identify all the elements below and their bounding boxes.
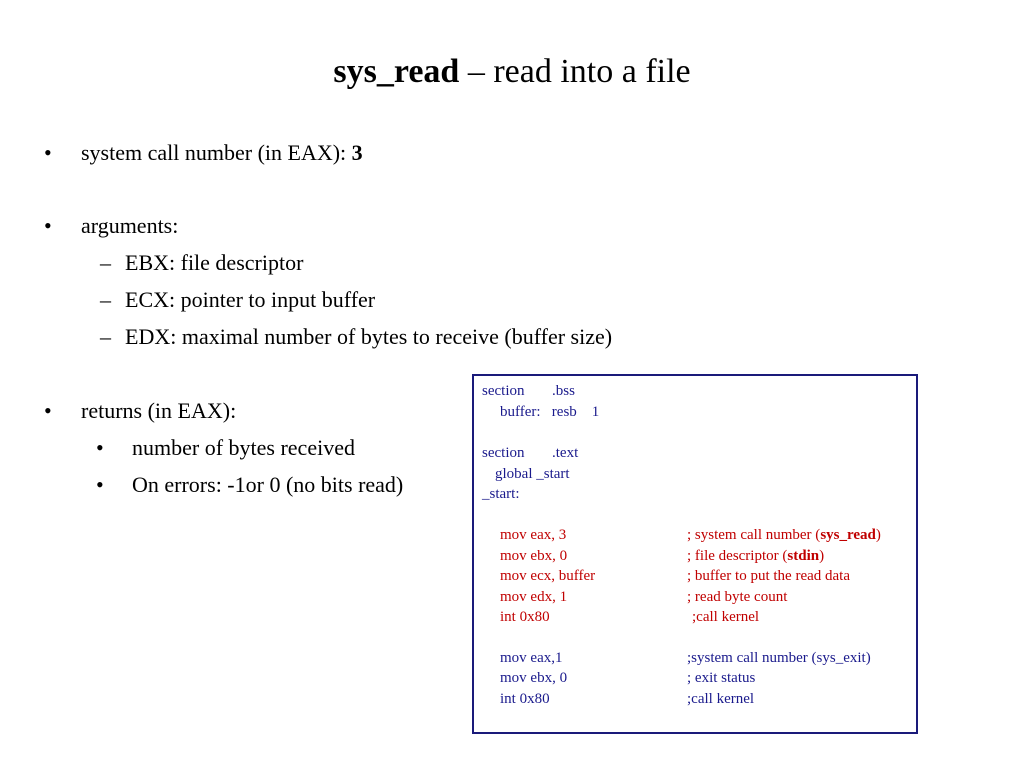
- bullet-syscall-text-wrap: [81, 140, 363, 166]
- code-line-global-start: global _start: [495, 466, 570, 482]
- code-line-section-bss: [482, 382, 575, 400]
- sub-bullet-text: EDX: maximal number of bytes to receive (buffer size): [125, 324, 613, 349]
- section-name-text: .text: [552, 445, 579, 461]
- code-instr: mov ebx, 0: [500, 548, 568, 564]
- code-instr: mov eax,1: [500, 650, 563, 666]
- dash-marker: –: [100, 287, 111, 312]
- code-comment: ;call kernel: [692, 609, 760, 625]
- code-instr: int 0x80: [500, 691, 550, 707]
- comment-text: ): [819, 548, 825, 564]
- title-description: – read into a file: [459, 53, 691, 90]
- comment-text: ; file descriptor (: [687, 548, 788, 564]
- dash-marker: –: [100, 250, 111, 275]
- code-line-section-text: [482, 444, 579, 462]
- comment-text: ): [875, 527, 881, 543]
- code-comment: ; buffer to put the read data: [687, 568, 850, 584]
- code-instr: mov ecx, buffer: [500, 568, 596, 584]
- slide-title: [0, 48, 1024, 96]
- section-keyword: section: [482, 445, 525, 461]
- code-comment: ; exit status: [687, 670, 756, 686]
- sub-bullet-text: EBX: file descriptor: [125, 250, 304, 275]
- code-instr: int 0x80: [500, 609, 550, 625]
- bullet-marker: •: [44, 398, 52, 423]
- code-line-buffer-decl: buffer: resb 1: [500, 404, 600, 420]
- sub-bullet-text: ECX: pointer to input buffer: [125, 287, 376, 312]
- sub-bullet-text: On errors: -1or 0 (no bits read): [132, 472, 404, 497]
- bullet-marker: •: [96, 435, 104, 460]
- syscall-number-value: 3: [351, 140, 363, 165]
- bullet-marker: •: [44, 213, 52, 238]
- code-comment: ; read byte count: [687, 589, 788, 605]
- code-instr: mov edx, 1: [500, 589, 568, 605]
- bullet-arguments-text: arguments:: [81, 213, 179, 238]
- comment-highlight: stdin: [787, 548, 820, 564]
- code-line-start-label: _start:: [482, 486, 520, 502]
- title-syscall-name: sys_read: [333, 53, 460, 90]
- code-instr: mov eax, 3: [500, 527, 567, 543]
- sub-bullet-text: number of bytes received: [132, 435, 355, 460]
- bullet-syscall-text: system call number (in EAX):: [81, 140, 352, 165]
- comment-highlight: sys_read: [820, 527, 876, 543]
- code-comment: [687, 526, 881, 544]
- section-name-bss: .bss: [552, 383, 575, 399]
- section-keyword: section: [482, 383, 525, 399]
- code-comment: ;call kernel: [687, 691, 755, 707]
- code-listing-box: [472, 374, 918, 734]
- comment-text: ; system call number (: [687, 527, 821, 543]
- code-comment: [687, 547, 824, 565]
- bullet-marker: •: [96, 472, 104, 497]
- bullet-marker: •: [44, 140, 52, 165]
- code-comment: ;system call number (sys_exit): [687, 650, 871, 666]
- code-instr: mov ebx, 0: [500, 670, 568, 686]
- bullet-returns-text: returns (in EAX):: [81, 398, 237, 423]
- dash-marker: –: [100, 324, 111, 349]
